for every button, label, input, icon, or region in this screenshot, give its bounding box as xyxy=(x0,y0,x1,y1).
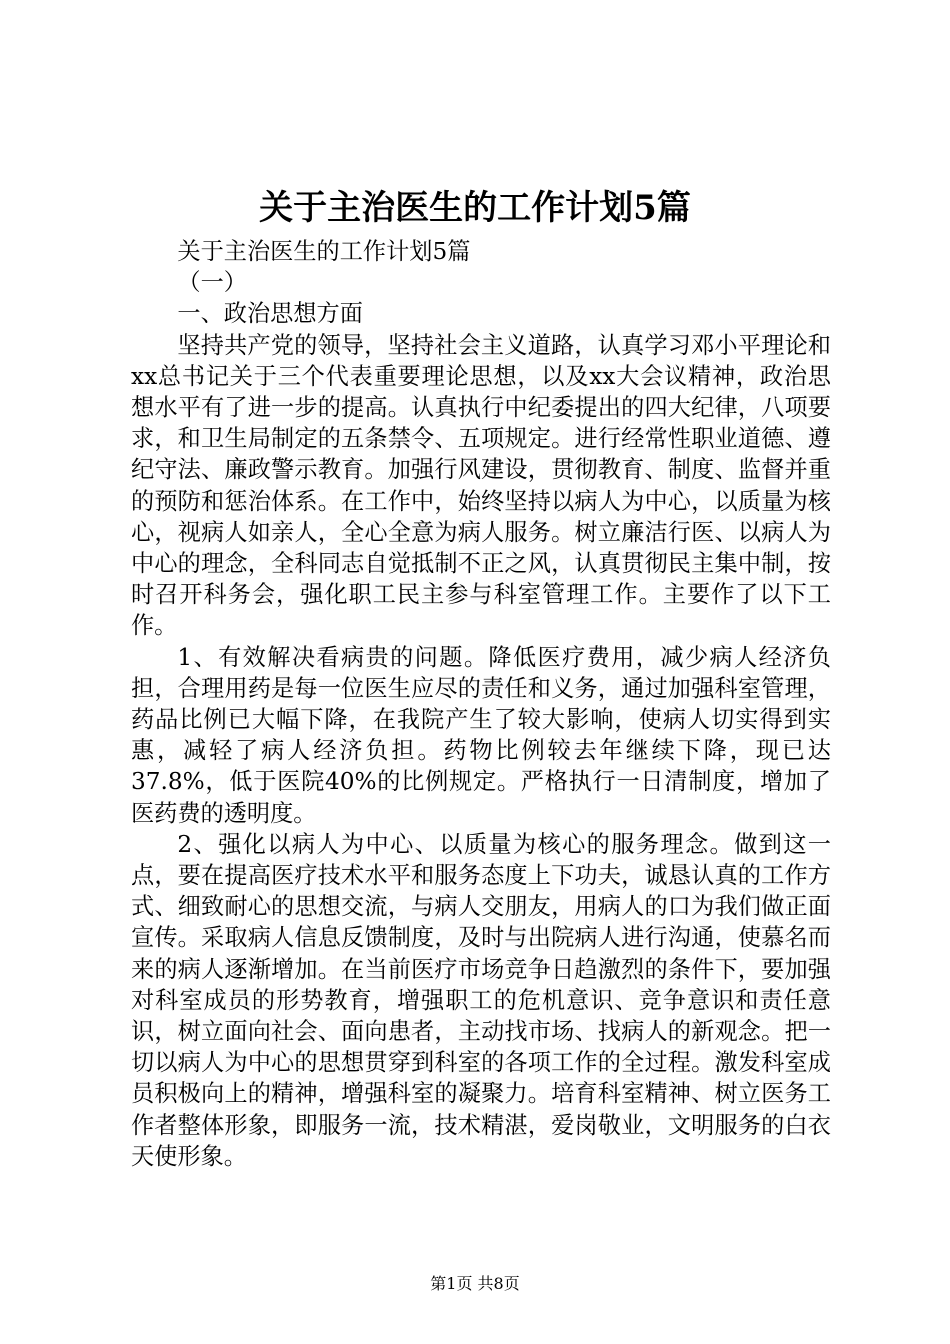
document-body xyxy=(131,236,831,1172)
section-number-paragraph: （一） xyxy=(177,269,247,297)
subtitle-paragraph: 关于主治医生的工作计划5篇 xyxy=(177,238,471,265)
body-paragraph: 1、有效解决看病贵的问题。降低医疗费用，减少病人经济负担，合理用药是每一位医生应尽的责任和义务，通过加强科室管理，药品比例已大幅下降，在我院产生了较大影响，使病人切实得到实惠，减轻了病人经济负担。药物比例较去年继续下降，现已达37.8%，低于医院40%的比例规定。严格执行一日清制度，增加了医药费的透明度。 xyxy=(131,643,831,827)
document-title: 关于主治医生的工作计划5篇 xyxy=(259,188,691,228)
body-paragraph: 坚持共产党的领导，坚持社会主义道路，认真学习邓小平理论和xx总书记关于三个代表重要理论思想，以及xx大会议精神，政治思想水平有了进一步的提高。认真执行中纪委提出的四大纪律，八项要求，和卫生局制定的五条禁令、五项规定。进行经常性职业道德、遵纪守法、廉政警示教育。加强行风建设，贯彻教育、制度、监督并重的预防和惩治体系。在工作中，始终坚持以病人为中心，以质量为核心，视病人如亲人，全心全意为病人服务。树立廉洁行医、以病人为中心的理念，全科同志自觉抵制不正之风，认真贯彻民主集中制，按时召开科务会，强化职工民主参与科室管理工作。主要作了以下工作。 xyxy=(131,331,831,640)
page-footer: 第1页 共8页 xyxy=(430,1274,520,1293)
body-paragraph: 2、强化以病人为中心、以质量为核心的服务理念。做到这一点，要在提高医疗技术水平和服务态度上下功夫，诚恳认真的工作方式、细致耐心的思想交流，与病人交朋友，用病人的口为我们做正面宣传。采取病人信息反馈制度，及时与出院病人进行沟通，使慕名而来的病人逐渐增加。在当前医疗市场竞争日趋激烈的条件下，要加强对科室成员的形势教育，增强职工的危机意识、竞争意识和责任意识，树立面向社会、面向患者，主动找市场、找病人的新观念。把一切以病人为中心的思想贯穿到科室的各项工作的全过程。激发科室成员积极向上的精神，增强科室的凝聚力。培育科室精神、树立医务工作者整体形象，即服务一流，技术精湛，爱岗敬业，文明服务的白衣天使形象。 xyxy=(131,830,831,1170)
section-heading-paragraph: 一、政治思想方面 xyxy=(177,300,363,328)
